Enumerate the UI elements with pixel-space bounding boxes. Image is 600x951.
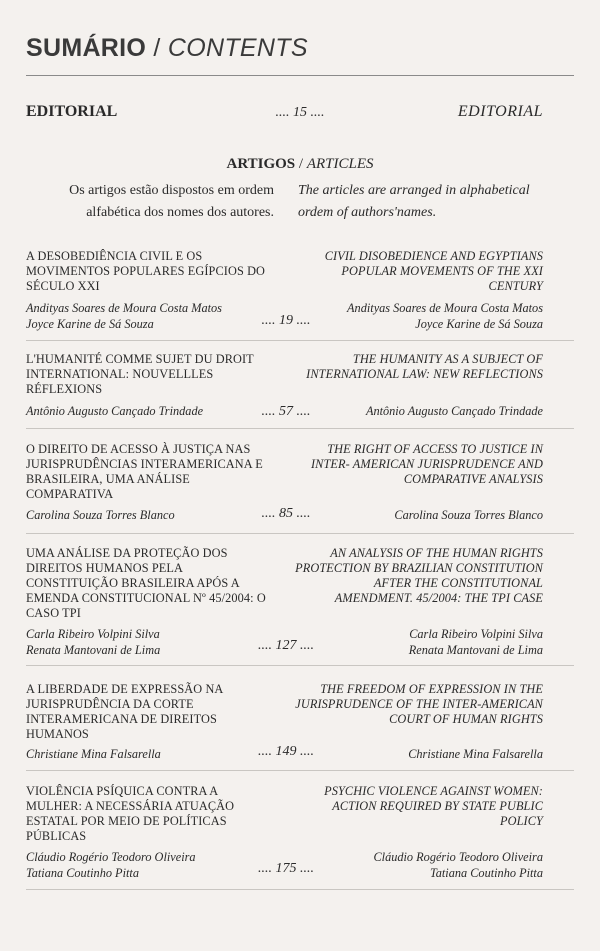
entry-author: Tatiana Coutinho Pitta bbox=[430, 866, 543, 880]
entry-title-en[interactable]: THE HUMANITY AS A SUBJECT OF INTERNATIONAL LAW: NEW REFLECTIONS bbox=[306, 352, 543, 381]
entry-author: Carolina Souza Torres Blanco bbox=[394, 508, 543, 522]
articles-heading-en: ARTICLES bbox=[306, 156, 374, 172]
entry-title-en[interactable]: PSYCHIC VIOLENCE AGAINST WOMEN: ACTION REQUIRED BY STATE PUBLIC POLICY bbox=[324, 784, 543, 828]
entry-page-number: .... 57 .... bbox=[261, 404, 311, 419]
entry-author: Cláudio Rogério Teodoro Oliveira bbox=[373, 850, 543, 864]
entry-divider bbox=[26, 340, 574, 341]
entry-page-number: .... 127 .... bbox=[258, 638, 314, 653]
entry-author: Carla Ribeiro Volpini Silva bbox=[26, 627, 160, 641]
entry-title-pt[interactable]: A DESOBEDIÊNCIA CIVIL E OS MOVIMENTOS POPULARES EGÍPCIOS DO SÉCULO XXI bbox=[26, 249, 266, 293]
entry-title-en[interactable]: CIVIL DISOBEDIENCE AND EGYPTIANS POPULAR MOVEMENTS OF THE XXI CENTURY bbox=[324, 249, 543, 293]
title-en: CONTENTS bbox=[167, 34, 308, 62]
entry-title-pt[interactable]: L'HUMANITÉ COMME SUJET DU DROIT INTERNATIONAL: NOUVELLLES RÉFLEXIONS bbox=[26, 352, 254, 396]
entry-divider bbox=[26, 428, 574, 429]
entry-page-number: .... 149 .... bbox=[258, 744, 314, 759]
entry-author: Andityas Soares de Moura Costa Matos bbox=[347, 301, 543, 315]
entry-divider bbox=[26, 889, 574, 890]
page-title bbox=[26, 34, 308, 63]
entry-page-number: .... 19 .... bbox=[261, 313, 311, 328]
header-rule bbox=[26, 75, 574, 76]
entry-author: Antônio Augusto Cançado Trindade bbox=[26, 404, 204, 418]
entry-author: Joyce Karine de Sá Souza bbox=[26, 317, 154, 331]
editorial-label-pt[interactable]: EDITORIAL bbox=[26, 103, 118, 120]
entry-author: Joyce Karine de Sá Souza bbox=[415, 317, 543, 331]
entry-title-en[interactable]: THE FREEDOM OF EXPRESSION IN THE JURISPRUDENCE OF THE INTER-AMERICAN COURT OF HUMAN RIGHTS bbox=[295, 682, 543, 726]
entry-author: Christiane Mina Falsarella bbox=[408, 747, 543, 761]
entry-author: Antônio Augusto Cançado Trindade bbox=[365, 404, 543, 418]
editorial-label-en[interactable]: EDITORIAL bbox=[457, 103, 543, 120]
entry-page-number: .... 175 .... bbox=[258, 861, 314, 876]
entry-author: Renata Mantovani de Lima bbox=[26, 643, 161, 657]
ordering-note-en: The articles are arranged in alphabetical ordem of authors'names. bbox=[298, 183, 530, 220]
entry-title-en[interactable]: AN ANALYSIS OF THE HUMAN RIGHTS PROTECTION BY BRAZILIAN CONSTITUTION AFTER THE CONSTITUTIONAL AMENDMENT. 45/2004: THE TPI CASE bbox=[295, 546, 543, 605]
entry-author: Carolina Souza Torres Blanco bbox=[26, 508, 175, 522]
entry-page-number: .... 85 .... bbox=[261, 506, 311, 521]
title-separator: / bbox=[146, 34, 168, 62]
editorial-page: .... 15 .... bbox=[275, 105, 325, 120]
entry-author: Carla Ribeiro Volpini Silva bbox=[409, 627, 543, 641]
articles-heading bbox=[0, 156, 600, 173]
entry-divider bbox=[26, 533, 574, 534]
entry-title-pt[interactable]: O DIREITO DE ACESSO À JUSTIÇA NAS JURISPRUDÊNCIAS INTERAMERICANA E BRASILEIRA, UMA ANÁLISE COMPARATIVA bbox=[26, 442, 263, 501]
articles-heading-pt: ARTIGOS bbox=[226, 156, 296, 172]
entry-author: Renata Mantovani de Lima bbox=[408, 643, 543, 657]
entry-divider bbox=[26, 770, 574, 771]
entry-author: Tatiana Coutinho Pitta bbox=[26, 866, 139, 880]
entry-title-pt[interactable]: VIOLÊNCIA PSÍQUICA CONTRA A MULHER: A NECESSÁRIA ATUAÇÃO ESTATAL POR MEIO DE POLÍTICAS PÚBLICAS bbox=[26, 784, 235, 843]
entry-title-en[interactable]: THE RIGHT OF ACCESS TO JUSTICE IN INTER- AMERICAN JURISPRUDENCE AND COMPARATIVE ANALYSIS bbox=[310, 442, 543, 486]
title-pt: SUMÁRIO bbox=[26, 34, 147, 62]
entry-author: Cláudio Rogério Teodoro Oliveira bbox=[26, 850, 196, 864]
articles-heading-separator: / bbox=[295, 156, 307, 172]
entry-divider bbox=[26, 665, 574, 666]
entry-author: Christiane Mina Falsarella bbox=[26, 747, 161, 761]
entry-title-pt[interactable]: A LIBERDADE DE EXPRESSÃO NA JURISPRUDÊNCIA DA CORTE INTERAMERICANA DE DIREITOS HUMANOS bbox=[26, 682, 223, 741]
entry-author: Andityas Soares de Moura Costa Matos bbox=[26, 301, 222, 315]
entry-title-pt[interactable]: UMA ANÁLISE DA PROTEÇÃO DOS DIREITOS HUMANOS PELA CONSTITUIÇÃO BRASILEIRA APÓS A EMENDA CONSTITUCIONAL Nº 45/2004: O CASO TPI bbox=[26, 546, 266, 620]
ordering-note-pt: Os artigos estão dispostos em ordem alfabética dos nomes dos autores. bbox=[69, 183, 274, 220]
